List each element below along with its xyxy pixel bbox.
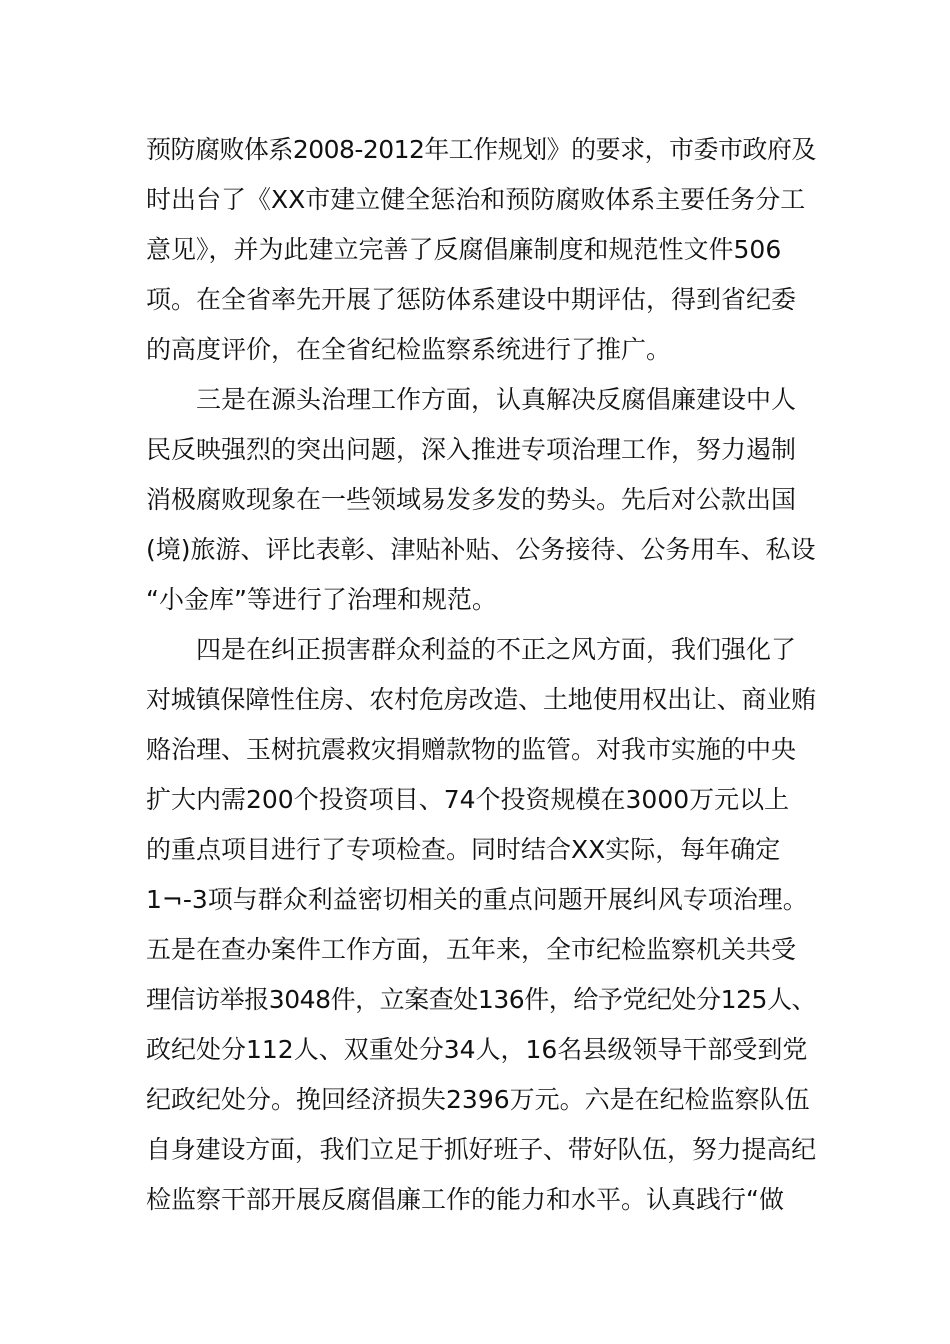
- text-line: 的重点项目进行了专项检查。同时结合XX实际，每年确定: [146, 835, 781, 864]
- text-line: 时出台了《XX市建立健全惩治和预防腐败体系主要任务分工: [146, 185, 806, 214]
- text-line: 政纪处分112人、双重处分34人，16名县级领导干部受到党: [146, 1035, 808, 1064]
- text-line: 的高度评价，在全省纪检监察系统进行了推广。: [146, 335, 672, 364]
- text-line: 扩大内需200个投资项目、74个投资规模在3000万元以上: [146, 785, 790, 814]
- text-line: 预防腐败体系2008-2012年工作规划》的要求，市委市政府及: [146, 135, 816, 164]
- paragraph-start-line: 三是在源头治理工作方面，认真解决反腐倡廉建设中人: [196, 385, 797, 414]
- text-line: 五是在查办案件工作方面，五年来，全市纪检监察机关共受: [146, 935, 797, 964]
- text-line: 对城镇保障性住房、农村危房改造、土地使用权出让、商业贿: [146, 685, 816, 714]
- text-line: “小金库”等进行了治理和规范。: [146, 585, 497, 614]
- text-line: 赂治理、玉树抗震救灾捐赠款物的监管。对我市实施的中央: [146, 735, 797, 764]
- text-line: 民反映强烈的突出问题，深入推进专项治理工作，努力遏制: [146, 435, 797, 464]
- text-line: 项。在全省率先开展了惩防体系建设中期评估，得到省纪委: [146, 285, 797, 314]
- text-line: 自身建设方面，我们立足于抓好班子、带好队伍，努力提高纪: [146, 1135, 816, 1164]
- text-line: 意见》，并为此建立完善了反腐倡廉制度和规范性文件506: [146, 235, 782, 264]
- paragraph-start-line: 四是在纠正损害群众利益的不正之风方面，我们强化了: [196, 635, 797, 664]
- text-line: 纪政纪处分。挽回经济损失2396万元。六是在纪检监察队伍: [146, 1085, 810, 1114]
- body-text: [146, 125, 816, 1225]
- text-line: 消极腐败现象在一些领域易发多发的势头。先后对公款出国: [146, 485, 797, 514]
- text-line: 理信访举报3048件，立案查处136件，给予党纪处分125人、: [146, 985, 817, 1014]
- text-line: 检监察干部开展反腐倡廉工作的能力和水平。认真践行“做: [146, 1185, 784, 1214]
- text-line: (境)旅游、评比表彰、津贴补贴、公务接待、公务用车、私设: [146, 535, 816, 564]
- text-line: 1¬-3项与群众利益密切相关的重点问题开展纠风专项治理。: [146, 885, 808, 914]
